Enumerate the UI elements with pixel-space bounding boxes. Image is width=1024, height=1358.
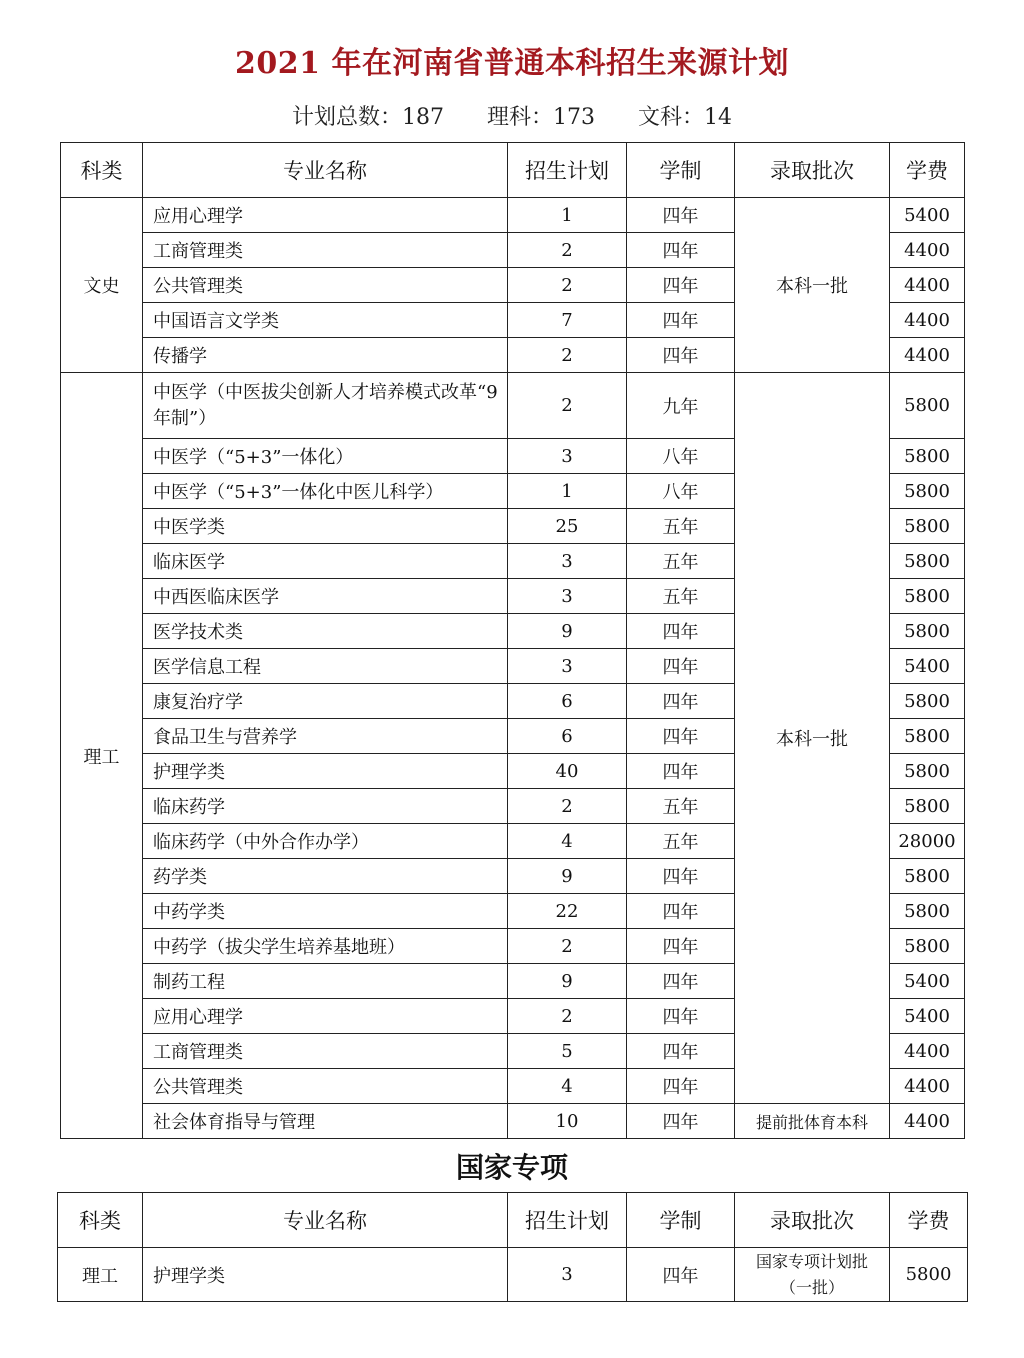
years-cell: 八年 [627,474,735,509]
fee-cell: 4400 [890,1069,965,1104]
years-cell: 五年 [627,824,735,859]
header-plan: 招生计划 [508,1193,627,1248]
major-cell: 康复治疗学 [143,684,508,719]
batch-line-2: （一批） [779,1277,844,1297]
years-cell: 四年 [627,894,735,929]
page-title: 2021 年在河南省普通本科招生来源计划 [235,46,789,81]
plan-cell: 3 [508,579,627,614]
years-cell: 四年 [627,719,735,754]
major-cell: 中国语言文学类 [143,303,508,338]
years-cell: 五年 [627,789,735,824]
plan-cell: 2 [508,338,627,373]
plan-cell: 3 [508,544,627,579]
years-cell: 四年 [627,198,735,233]
plan-cell: 6 [508,719,627,754]
plan-cell: 9 [508,964,627,999]
header-batch: 录取批次 [735,143,890,198]
plan-cell: 2 [508,929,627,964]
years-cell: 四年 [627,929,735,964]
arts-count: 文科：14 [638,105,732,130]
plan-cell: 2 [508,268,627,303]
fee-cell: 5800 [890,474,965,509]
major-cell: 临床医学 [143,544,508,579]
major-cell: 应用心理学 [143,198,508,233]
major-cell: 传播学 [143,338,508,373]
table-row [61,1104,965,1139]
total-count: 计划总数：187 [292,105,444,130]
major-cell: 社会体育指导与管理 [143,1104,508,1139]
plan-cell: 1 [508,198,627,233]
plan-cell: 4 [508,1069,627,1104]
years-cell: 四年 [627,338,735,373]
major-cell: 中西医临床医学 [143,579,508,614]
header-fee: 学费 [890,1193,968,1248]
special-plan-table [57,1192,968,1302]
years-cell: 四年 [627,684,735,719]
plan-cell: 2 [508,789,627,824]
fee-cell: 4400 [890,303,965,338]
batch-cell: 本科一批 [735,198,890,373]
fee-cell: 4400 [890,338,965,373]
table-header-row [61,143,965,198]
fee-cell: 5800 [890,1248,968,1302]
plan-cell: 22 [508,894,627,929]
header-batch: 录取批次 [735,1193,890,1248]
table-row [61,198,965,233]
header-plan: 招生计划 [508,143,627,198]
major-cell: 制药工程 [143,964,508,999]
fee-cell: 5800 [890,439,965,474]
batch-cell: 本科一批 [735,373,890,1104]
table-row [61,373,965,439]
fee-cell: 5800 [890,789,965,824]
major-cell: 医学信息工程 [143,649,508,684]
category-cell: 理工 [58,1248,143,1302]
years-cell: 九年 [627,373,735,439]
plan-cell: 4 [508,824,627,859]
fee-cell: 5800 [890,614,965,649]
fee-cell: 4400 [890,233,965,268]
plan-cell: 3 [508,439,627,474]
header-years: 学制 [627,143,735,198]
fee-cell: 4400 [890,1034,965,1069]
science-count: 理科：173 [487,105,595,130]
major-cell: 食品卫生与营养学 [143,719,508,754]
major-cell: 中药学（拔尖学生培养基地班） [143,929,508,964]
special-section-title: 国家专项 [455,1151,568,1184]
plan-cell: 1 [508,474,627,509]
header-category: 科类 [58,1193,143,1248]
plan-cell: 2 [508,373,627,439]
header-years: 学制 [627,1193,735,1248]
major-cell: 应用心理学 [143,999,508,1034]
header-major: 专业名称 [143,1193,508,1248]
fee-cell: 5800 [890,719,965,754]
fee-cell: 5400 [890,649,965,684]
major-cell: 临床药学 [143,789,508,824]
fee-cell: 5400 [890,964,965,999]
plan-cell: 9 [508,614,627,649]
fee-cell: 5800 [890,859,965,894]
fee-cell: 5800 [890,509,965,544]
major-cell: 中医学（“5+3”一体化中医儿科学） [143,474,508,509]
batch-cell [735,1248,890,1302]
major-cell: 公共管理类 [143,1069,508,1104]
plan-cell: 25 [508,509,627,544]
major-cell: 护理学类 [143,1248,508,1302]
years-cell: 五年 [627,579,735,614]
table-header-row [58,1193,968,1248]
years-cell: 四年 [627,754,735,789]
years-cell: 四年 [627,649,735,684]
plan-cell: 6 [508,684,627,719]
major-cell: 临床药学（中外合作办学） [143,824,508,859]
fee-cell: 5800 [890,684,965,719]
years-cell: 四年 [627,303,735,338]
fee-cell: 5400 [890,999,965,1034]
batch-cell: 提前批体育本科 [735,1104,890,1139]
header-major: 专业名称 [143,143,508,198]
major-cell: 中医学（中医拔尖创新人才培养模式改革“9 年制”） [143,373,508,439]
table-row [58,1248,968,1302]
years-cell: 四年 [627,1069,735,1104]
plan-cell: 7 [508,303,627,338]
fee-cell: 5400 [890,198,965,233]
years-cell: 四年 [627,1034,735,1069]
plan-cell: 3 [508,649,627,684]
major-cell: 工商管理类 [143,233,508,268]
plan-cell: 5 [508,1034,627,1069]
major-cell: 护理学类 [143,754,508,789]
major-cell: 公共管理类 [143,268,508,303]
years-cell: 四年 [627,999,735,1034]
fee-cell: 28000 [890,824,965,859]
main-enrollment-table [60,142,965,1139]
header-category: 科类 [61,143,143,198]
fee-cell: 5800 [890,894,965,929]
plan-summary [0,100,1024,131]
years-cell: 四年 [627,964,735,999]
plan-cell: 3 [508,1248,627,1302]
years-cell: 八年 [627,439,735,474]
fee-cell: 5800 [890,754,965,789]
years-cell: 四年 [627,1104,735,1139]
header-fee: 学费 [890,143,965,198]
category-cell: 文史 [61,198,143,373]
fee-cell: 4400 [890,268,965,303]
plan-cell: 9 [508,859,627,894]
fee-cell: 5800 [890,373,965,439]
fee-cell: 5800 [890,929,965,964]
major-cell: 中药学类 [143,894,508,929]
fee-cell: 5800 [890,579,965,614]
years-cell: 四年 [627,233,735,268]
years-cell: 五年 [627,544,735,579]
plan-cell: 40 [508,754,627,789]
years-cell: 四年 [627,1248,735,1302]
category-cell: 理工 [61,373,143,1139]
fee-cell: 5800 [890,544,965,579]
batch-line-1: 国家专项计划批 [755,1251,868,1271]
major-cell: 中医学类 [143,509,508,544]
years-cell: 四年 [627,859,735,894]
years-cell: 五年 [627,509,735,544]
years-cell: 四年 [627,268,735,303]
plan-cell: 2 [508,233,627,268]
fee-cell: 4400 [890,1104,965,1139]
major-cell: 中医学（“5+3”一体化） [143,439,508,474]
plan-cell: 10 [508,1104,627,1139]
plan-cell: 2 [508,999,627,1034]
major-cell: 工商管理类 [143,1034,508,1069]
main-table-body [61,198,965,1139]
major-cell: 医学技术类 [143,614,508,649]
years-cell: 四年 [627,614,735,649]
major-cell: 药学类 [143,859,508,894]
